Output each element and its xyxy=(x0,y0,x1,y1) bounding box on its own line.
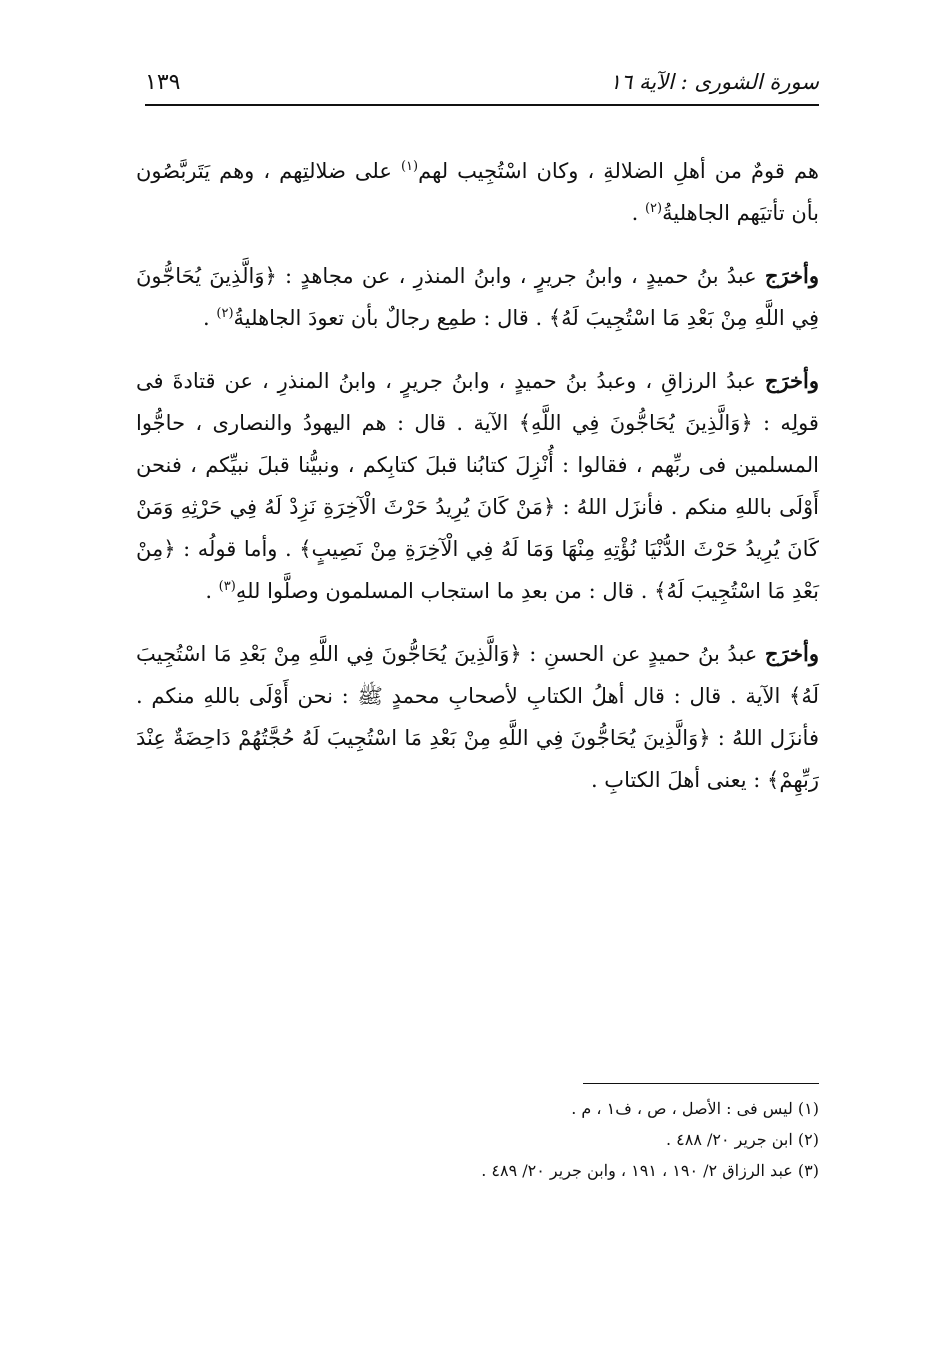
footnote-1: (١) ليس فى : الأصل ، ص ، ف١ ، م . xyxy=(571,1099,819,1118)
text: هم قومٌ من أهلِ الضلالةِ ، وكان اسْتُجِيب لهم xyxy=(418,159,820,183)
running-title: سورة الشورى : الآية ١٦ xyxy=(609,70,819,94)
lead-word: وأخرَج xyxy=(764,368,819,393)
text: . قال : من بعدِ ما استجاب المسلمون وصلَّوا للهِ xyxy=(235,579,655,603)
text: . xyxy=(205,579,219,603)
footnote-rule xyxy=(583,1083,819,1084)
text: على ضلالتِهم ، وهم يَتَربَّصُون بأن تأتيَهم الجاهليةُ xyxy=(136,159,819,225)
quran-quote: ﴿وَالَّذِينَ يُحَاجُّونَ فِي اللَّهِ مِنْ بَعْدِ مَا اسْتُجِيبَ لَهُ حُجَّتُهُمْ دَاحِضَةٌ عِنْدَ رَبِّهِمْ﴾ xyxy=(136,726,819,792)
text: الآية . قال : هم اليهودُ والنصارى ، حاجُّوا المسلمين فى ربِّهم ، فقالوا : أُنْزِلَ كتابُنا قبلَ كتابِكم ، ونبيُّنا قبلَ نبيِّكم ، فنحن أَوْلَى باللهِ منكم . فأنزَل اللهُ : xyxy=(136,411,820,519)
text: عبدُ بنُ حميدٍ عن الحسنِ : xyxy=(521,642,765,666)
footnotes xyxy=(299,1093,819,1186)
quran-quote: ﴿وَالَّذِينَ يُحَاجُّونَ فِي اللَّهِ مِنْ بَعْدِ مَا اسْتُجِيبَ لَهُ﴾ xyxy=(136,642,819,708)
quran-quote: ﴿وَالَّذِينَ يُحَاجُّونَ فِي اللَّهِ مِنْ بَعْدِ مَا اسْتُجِيبَ لَهُ﴾ xyxy=(136,264,819,330)
body-text xyxy=(136,150,819,822)
footnote-3: (٣) عبد الرزاق ٢/ ١٩٠ ، ١٩١ ، وابن جرير ٢٠/ ٤٨٩ . xyxy=(481,1161,819,1180)
text: عبدُ بنُ حميدٍ ، وابنُ جريرٍ ، وابنُ المنذرِ ، عن مجاهدٍ : xyxy=(276,264,765,288)
paragraph-4 xyxy=(136,633,819,801)
quran-quote: ﴿مَنْ كَانَ يُرِيدُ حَرْثَ الْآخِرَةِ نَزِدْ لَهُ فِي حَرْثِهِ وَمَنْ كَانَ يُرِيدُ حَرْثَ الدُّنْيَا نُؤْتِهِ مِنْهَا وَمَا لَهُ فِي الْآخِرَةِ مِنْ نَصِيبٍ﴾ xyxy=(136,495,819,561)
footnote-ref: (١) xyxy=(400,159,419,174)
quran-quote: ﴿مِنْ بَعْدِ مَا اسْتُجِيبَ لَهُ﴾ xyxy=(136,537,819,603)
text: : يعنى أهلَ الكتابِ . xyxy=(590,768,768,792)
footnote-ref: (٢) xyxy=(216,306,234,321)
lead-word: وأخرَج xyxy=(764,263,819,288)
footnote-2: (٢) ابن جرير ٢٠/ ٤٨٨ . xyxy=(665,1130,819,1149)
page-number: ١٣٩ xyxy=(145,70,181,95)
footnote-ref: (٣) xyxy=(218,579,236,594)
paragraph-1 xyxy=(136,150,819,234)
header-rule xyxy=(145,104,819,106)
text: الآية . قال : قال أهلُ الكتابِ لأصحابِ محمدٍ ﷺ : نحن أَوْلَى باللهِ منكم . فأنزَل اللهُ : xyxy=(136,684,819,750)
page-header xyxy=(145,62,819,106)
footnote-ref: (٢) xyxy=(644,201,663,216)
paragraph-2 xyxy=(136,255,819,339)
text: عبدُ الرزاقِ ، وعبدُ بنُ حميدٍ ، وابنُ جريرٍ ، وابنُ المنذرِ ، عن قتادةَ فى قولِه : xyxy=(136,369,819,435)
text: . xyxy=(631,201,645,225)
lead-word: وأخرَج xyxy=(764,641,819,666)
text: . xyxy=(203,306,217,330)
quran-quote: ﴿وَالَّذِينَ يُحَاجُّونَ فِي اللَّهِ﴾ xyxy=(518,411,753,435)
paragraph-3 xyxy=(136,360,819,612)
text: . قال : طمِع رجالٌ بأن تعودَ الجاهليةُ xyxy=(233,306,549,330)
text: . وأما قولُه : xyxy=(175,537,300,561)
